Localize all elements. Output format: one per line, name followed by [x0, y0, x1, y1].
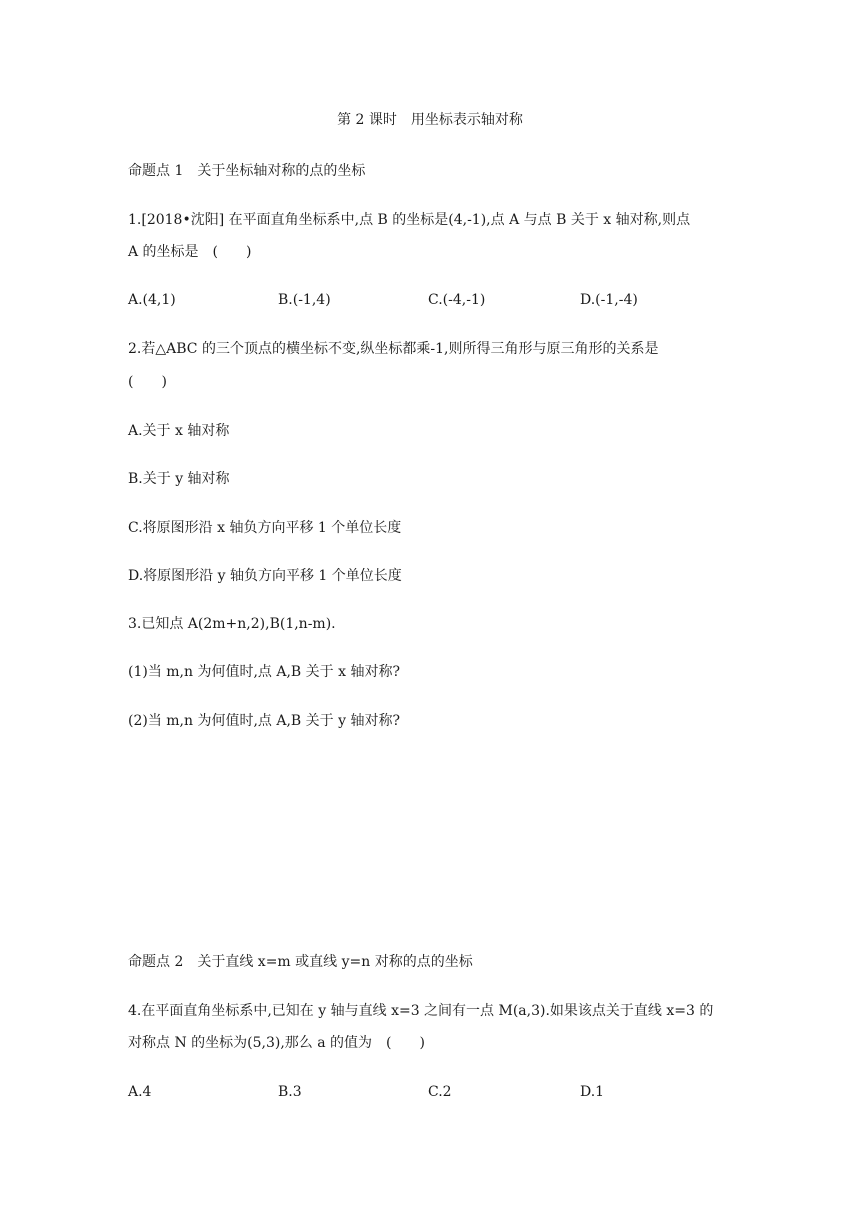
question-4-option-b: B.3: [278, 1084, 302, 1100]
question-2-line-2: ( ): [128, 374, 167, 390]
question-2-option-d: D.将原图形沿 y 轴负方向平移 1 个单位长度: [128, 568, 402, 584]
question-3-part-2: (2)当 m,n 为何值时,点 A,B 关于 y 轴对称?: [128, 713, 400, 729]
question-2-option-c: C.将原图形沿 x 轴负方向平移 1 个单位长度: [128, 520, 402, 536]
question-4-option-a: A.4: [128, 1084, 152, 1100]
question-1-option-d: D.(-1,-4): [580, 292, 638, 308]
question-1-option-a: A.(4,1): [128, 292, 176, 308]
question-1-line-1: 1.[2018•沈阳] 在平面直角坐标系中,点 B 的坐标是(4,-1),点 A 与点 B 关于 x 轴对称,则点: [128, 212, 691, 228]
question-3-stem: 3.已知点 A(2m+n,2),B(1,n-m).: [128, 616, 336, 632]
question-4-option-d: D.1: [580, 1084, 605, 1100]
question-4-option-c: C.2: [428, 1084, 452, 1100]
question-2-option-a: A.关于 x 轴对称: [128, 423, 230, 439]
question-1-option-b: B.(-1,4): [278, 292, 331, 308]
section-heading-2: 命题点 2 关于直线 x=m 或直线 y=n 对称的点的坐标: [128, 954, 473, 970]
section-heading-1: 命题点 1 关于坐标轴对称的点的坐标: [128, 163, 366, 179]
question-4-line-2: 对称点 N 的坐标为(5,3),那么 a 的值为 ( ): [128, 1035, 425, 1051]
question-1-line-2: A 的坐标是 ( ): [128, 244, 252, 260]
question-4-line-1: 4.在平面直角坐标系中,已知在 y 轴与直线 x=3 之间有一点 M(a,3).如果该点关于直线 x=3 的: [128, 1003, 714, 1019]
question-3-part-1: (1)当 m,n 为何值时,点 A,B 关于 x 轴对称?: [128, 664, 400, 680]
page-title: 第 2 课时 用坐标表示轴对称: [337, 112, 523, 128]
question-2-line-1: 2.若△ABC 的三个顶点的横坐标不变,纵坐标都乘-1,则所得三角形与原三角形的关系是: [128, 341, 659, 357]
question-1-option-c: C.(-4,-1): [428, 292, 486, 308]
question-2-option-b: B.关于 y 轴对称: [128, 471, 230, 487]
